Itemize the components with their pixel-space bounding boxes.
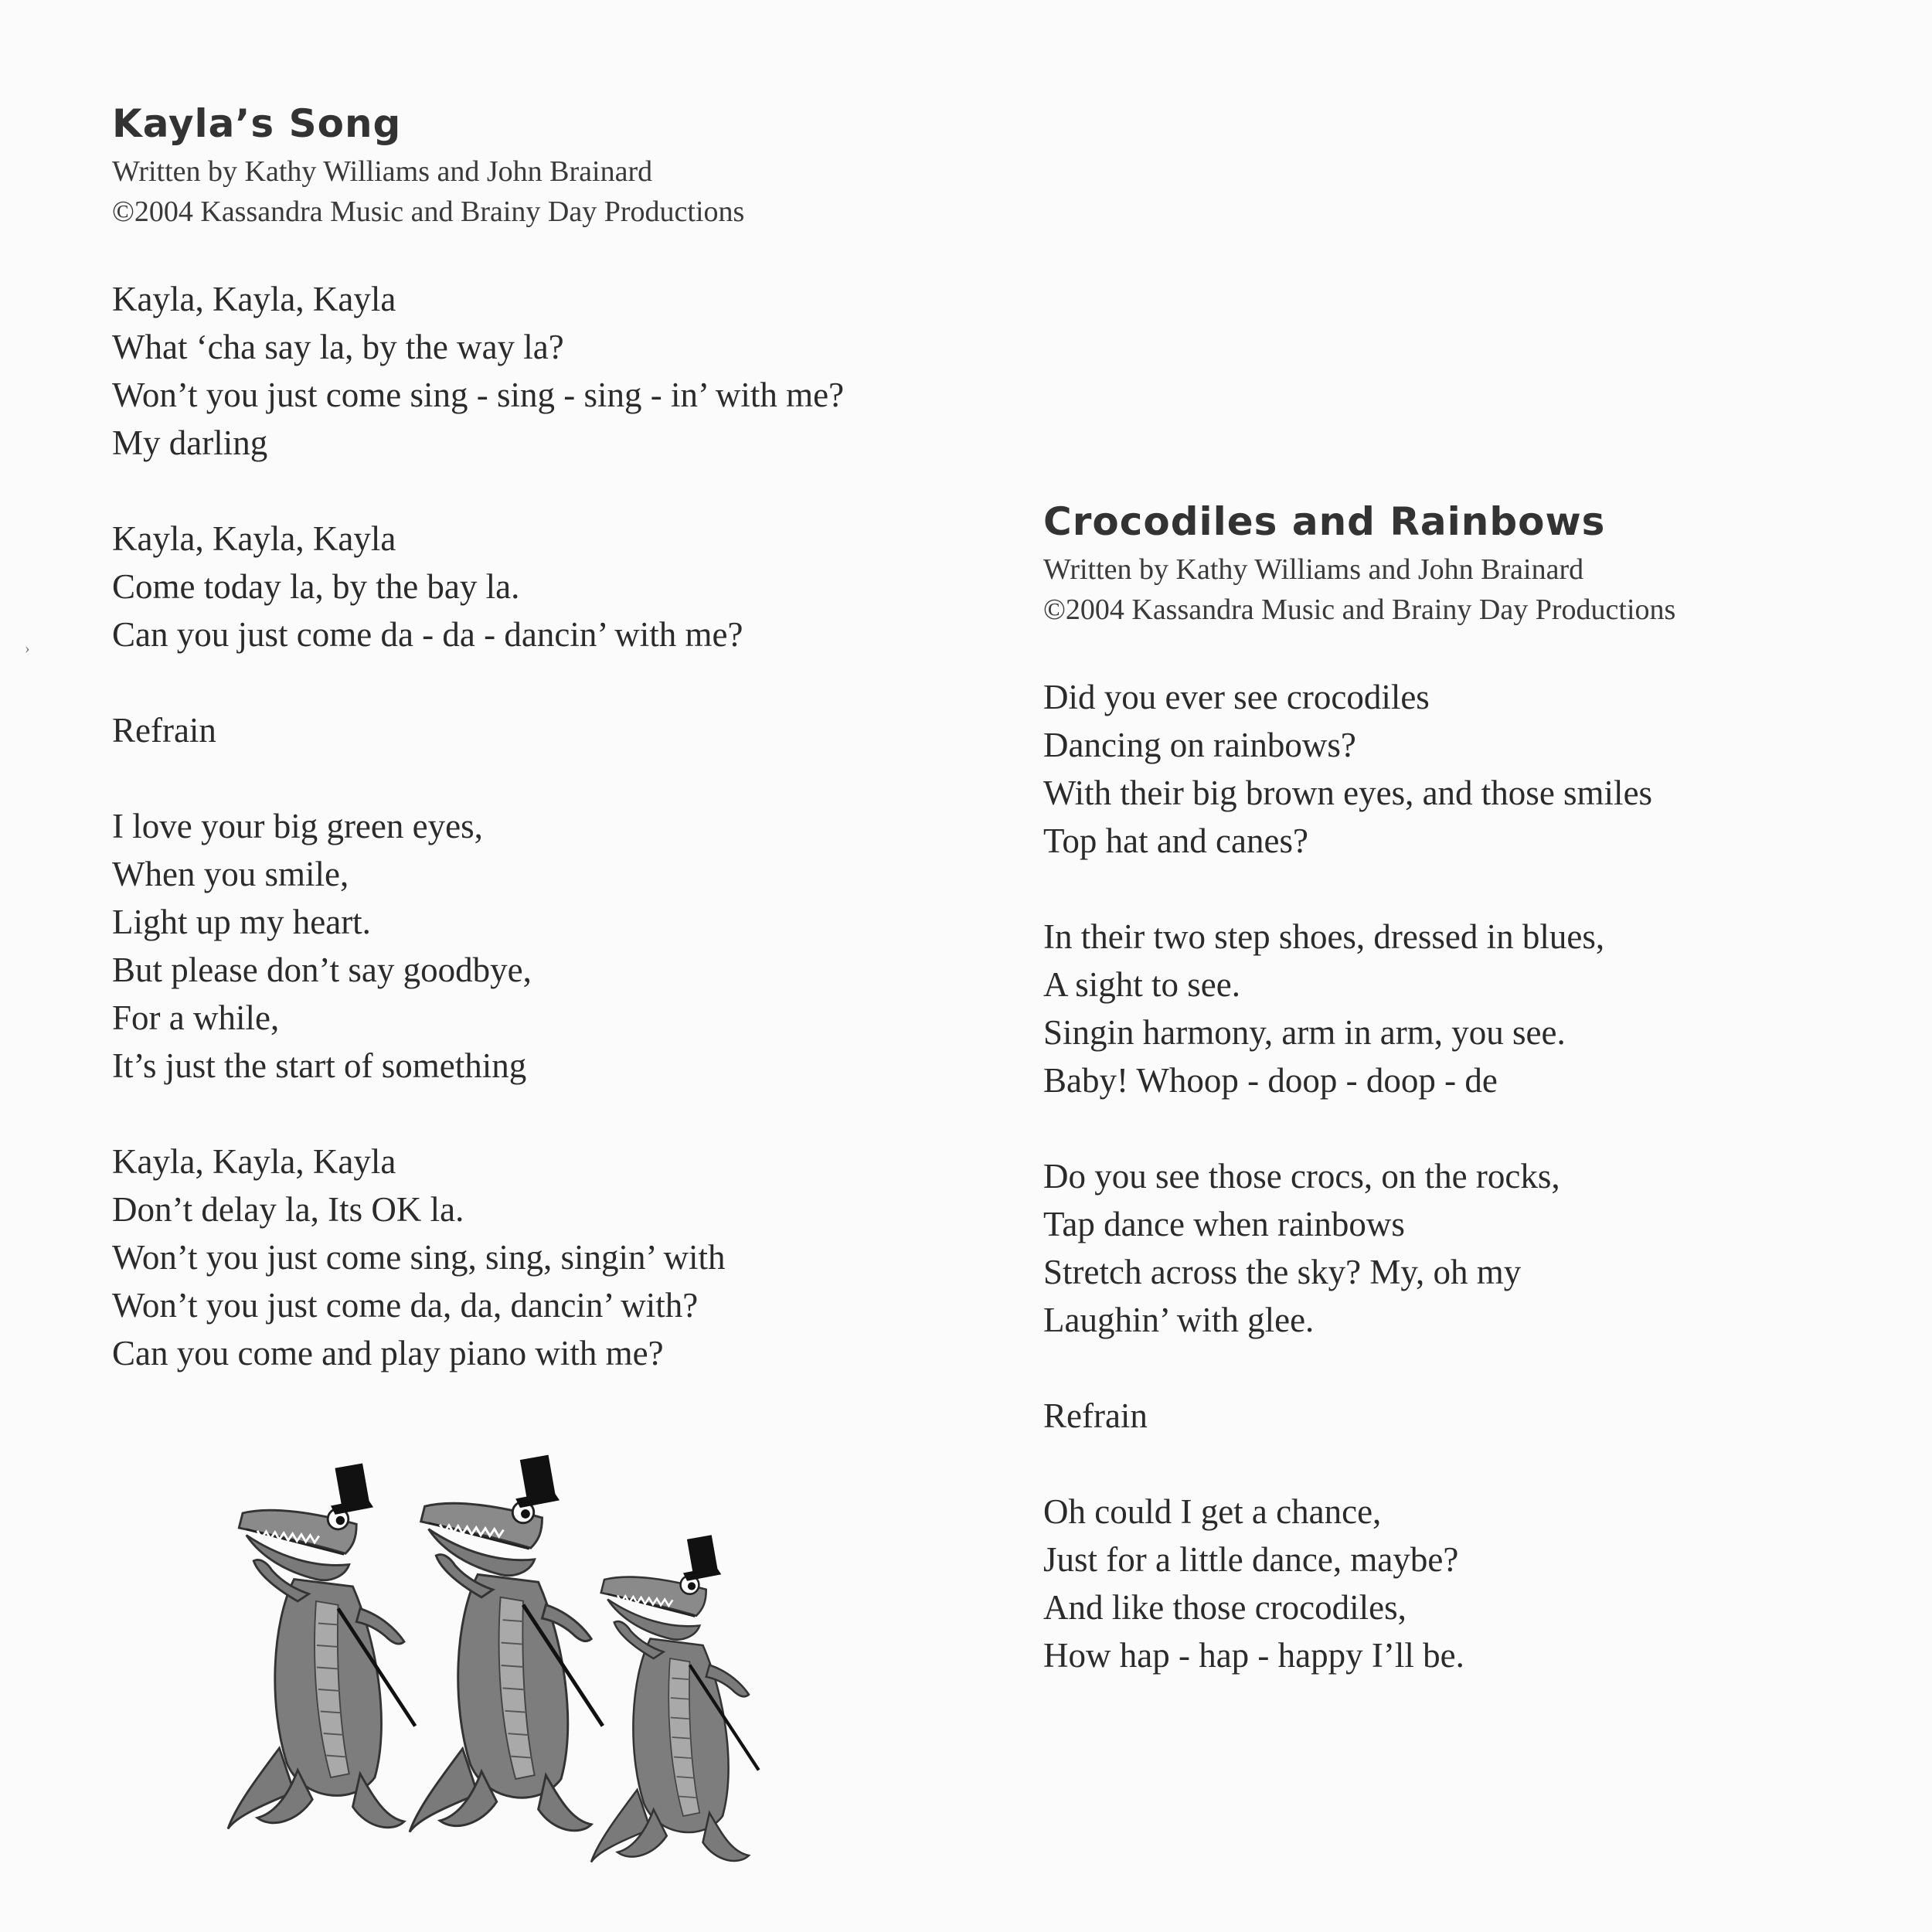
lyric-line: Tap dance when rainbows bbox=[1043, 1205, 1405, 1243]
lyric-line: Do you see those crocs, on the rocks, bbox=[1043, 1157, 1560, 1196]
lyric-line: And like those crocodiles, bbox=[1043, 1588, 1406, 1627]
lyric-line: Light up my heart. bbox=[112, 903, 371, 941]
lyric-line: Stretch across the sky? My, oh my bbox=[1043, 1253, 1522, 1291]
lyric-line: Dancing on rainbows? bbox=[1043, 726, 1356, 764]
lyric-line: When you smile, bbox=[112, 855, 349, 893]
lyric-line: But please don’t say goodbye, bbox=[112, 951, 532, 989]
lyric-line: Won’t you just come sing - sing - sing - in’ with me? bbox=[112, 376, 845, 414]
song-written-by: Written by Kathy Williams and John Brainard bbox=[1043, 553, 1584, 586]
stanza bbox=[1043, 913, 1893, 1104]
stanza bbox=[1043, 673, 1893, 865]
lyric-line: I love your big green eyes, bbox=[112, 807, 483, 845]
lyric-line: Refrain bbox=[112, 711, 216, 750]
lyric-line: Won’t you just come da, da, dancin’ with? bbox=[112, 1286, 699, 1325]
song-lyrics bbox=[1043, 673, 1893, 1679]
lyric-line: Did you ever see crocodiles bbox=[1043, 678, 1430, 716]
lyric-line: In their two step shoes, dressed in blues, bbox=[1043, 917, 1605, 956]
song-crocodiles-and-rainbows bbox=[1043, 498, 1893, 1727]
lyric-line: Baby! Whoop - doop - doop - de bbox=[1043, 1061, 1498, 1100]
lyric-line: Laughin’ with glee. bbox=[1043, 1301, 1315, 1339]
song-kaylas-song bbox=[112, 100, 1001, 1425]
lyric-line: Top hat and canes? bbox=[1043, 821, 1308, 860]
stanza bbox=[112, 1138, 1001, 1377]
lyric-line: Won’t you just come sing, sing, singin’ with bbox=[112, 1238, 726, 1277]
stanza bbox=[1043, 1152, 1893, 1344]
lyric-line: Oh could I get a chance, bbox=[1043, 1492, 1382, 1531]
song-copyright: ©2004 Kassandra Music and Brainy Day Productions bbox=[1043, 594, 1676, 626]
lyric-line: Just for a little dance, maybe? bbox=[1043, 1540, 1459, 1579]
lyric-line: Refrain bbox=[1043, 1396, 1148, 1435]
stanza bbox=[112, 515, 1001, 658]
stanza bbox=[112, 802, 1001, 1090]
lyric-line: Singin harmony, arm in arm, you see. bbox=[1043, 1013, 1566, 1052]
lyric-line: Kayla, Kayla, Kayla bbox=[112, 1142, 396, 1181]
crocodile-figure-1 bbox=[228, 1463, 415, 1828]
lyric-line: How hap - hap - happy I’ll be. bbox=[1043, 1636, 1464, 1675]
song-lyrics bbox=[112, 275, 1001, 1377]
crocodile-figure-3 bbox=[591, 1535, 759, 1862]
lyric-line: Come today la, by the bay la. bbox=[112, 567, 520, 606]
lyric-line: With their big brown eyes, and those smiles bbox=[1043, 774, 1653, 812]
crocodile-figure-2 bbox=[410, 1455, 603, 1832]
paper-speck: › bbox=[25, 640, 30, 657]
lyric-line: Kayla, Kayla, Kayla bbox=[112, 519, 396, 558]
song-title: Crocodiles and Rainbows bbox=[1043, 499, 1606, 544]
stanza bbox=[112, 706, 1001, 754]
dancing-crocodiles-illustration bbox=[224, 1453, 873, 1886]
song-written-by: Written by Kathy Williams and John Brainard bbox=[112, 155, 653, 188]
stanza bbox=[1043, 1488, 1893, 1679]
lyric-line: A sight to see. bbox=[1043, 965, 1240, 1004]
lyric-line: For a while, bbox=[112, 998, 280, 1037]
lyric-line: My darling bbox=[112, 423, 268, 462]
lyric-line: Don’t delay la, Its OK la. bbox=[112, 1190, 464, 1229]
lyric-line: It’s just the start of something bbox=[112, 1046, 527, 1085]
song-copyright: ©2004 Kassandra Music and Brainy Day Productions bbox=[112, 196, 745, 228]
lyric-line: What ‘cha say la, by the way la? bbox=[112, 328, 564, 366]
lyric-line: Can you just come da - da - dancin’ with me? bbox=[112, 615, 743, 654]
lyric-line: Can you come and play piano with me? bbox=[112, 1334, 664, 1372]
lyric-line: Kayla, Kayla, Kayla bbox=[112, 280, 396, 318]
stanza bbox=[112, 275, 1001, 467]
stanza bbox=[1043, 1392, 1893, 1440]
song-title: Kayla’s Song bbox=[112, 101, 402, 146]
